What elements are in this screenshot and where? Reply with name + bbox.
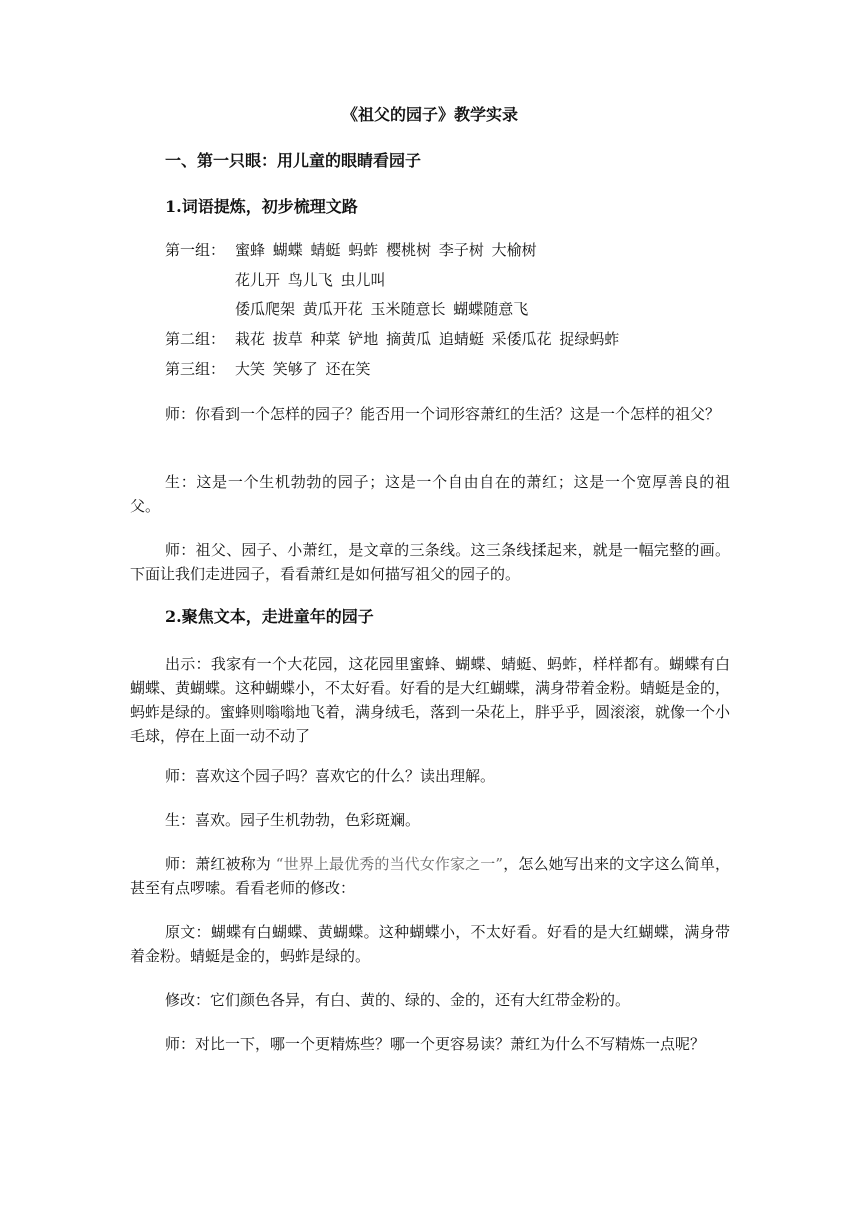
paragraph-student-like: 生：喜欢。园子生机勃勃，色彩斑斓。	[165, 811, 421, 829]
paragraph-modified-text: 修改：它们颜色各异，有白、黄的、绿的、金的，还有大红带金粉的。	[165, 991, 631, 1009]
group-1-line-2: 花儿开 鸟儿飞 虫儿叫	[235, 271, 386, 289]
group-3-line-1: 大笑 笑够了 还在笑	[235, 360, 371, 378]
group-2-line-1: 栽花 拔草 种菜 铲地 摘黄瓜 追蜻蜓 采倭瓜花 捉绿蚂蚱	[235, 330, 620, 348]
paragraph-teacher-xiaohong	[130, 852, 730, 900]
paragraph-student-answer: 生：这是一个生机勃勃的园子；这是一个自由自在的萧红；这是一个宽厚善良的祖父。	[130, 473, 730, 515]
group-label-2: 第二组：	[165, 330, 226, 348]
group-1-line-1: 蜜蜂 蝴蝶 蜻蜓 蚂蚱 樱桃树 李子树 大榆树	[235, 241, 537, 259]
group-label-3: 第三组：	[165, 360, 226, 378]
group-label-1: 第一组：	[165, 241, 226, 259]
paragraph-teacher-three-lines: 师：祖父、园子、小萧红，是文章的三条线。这三条线揉起来，就是一幅完整的画。下面让我们走进园子，看看萧红是如何描写祖父的园子的。	[130, 541, 730, 583]
document-title: 《祖父的园子》教学实录	[341, 105, 518, 124]
subsection-heading-1: 1.词语提炼，初步梳理文路	[165, 197, 358, 216]
paragraph-original-text: 原文：蝴蝶有白蝴蝶、黄蝴蝶。这种蝴蝶小，不太好看。好看的是大红蝴蝶，满身带着金粉。蜻蜓是金的，蚂蚱是绿的。	[130, 923, 730, 965]
paragraph-teacher-like: 师：喜欢这个园子吗？喜欢它的什么？读出理解。	[165, 767, 496, 785]
paragraph-teacher-compare: 师：对比一下，哪一个更精炼些？哪一个更容易读？萧红为什么不写精炼一点呢？	[165, 1035, 706, 1053]
subsection-heading-2: 2.聚焦文本，走进童年的园子	[165, 607, 374, 626]
paragraph-teacher-xiaohong-rest: ，怎么她写出来的文字这么简单，甚至有点啰嗦。看看老师的修改：	[130, 855, 730, 897]
group-1-line-3: 倭瓜爬架 黄瓜开花 玉米随意长 蝴蝶随意飞	[235, 300, 529, 318]
section-heading-1: 一、第一只眼：用儿童的眼睛看园子	[165, 151, 422, 170]
paragraph-teacher-question: 师：你看到一个怎样的园子？能否用一个词形容萧红的生活？这是一个怎样的祖父？	[165, 405, 721, 423]
quote-best-writer: “世界上最优秀的当代女作家之一”	[275, 855, 504, 873]
paragraph-excerpt: 出示：我家有一个大花园，这花园里蜜蜂、蝴蝶、蜻蜓、蚂蚱，样样都有。蝴蝶有白蝴蝶、黄蝴蝶。这种蝴蝶小，不太好看。好看的是大红蝴蝶，满身带着金粉。蜻蜓是金的，蚂蚱是绿的。蜜蜂则嗡嗡地飞着，满身绒毛，落到一朵花上，胖乎乎，圆滚滚，就像一个小毛球，停在上面一动不动了	[130, 655, 731, 745]
paragraph-teacher-xiaohong-lead: 师：萧红被称为	[165, 855, 276, 873]
